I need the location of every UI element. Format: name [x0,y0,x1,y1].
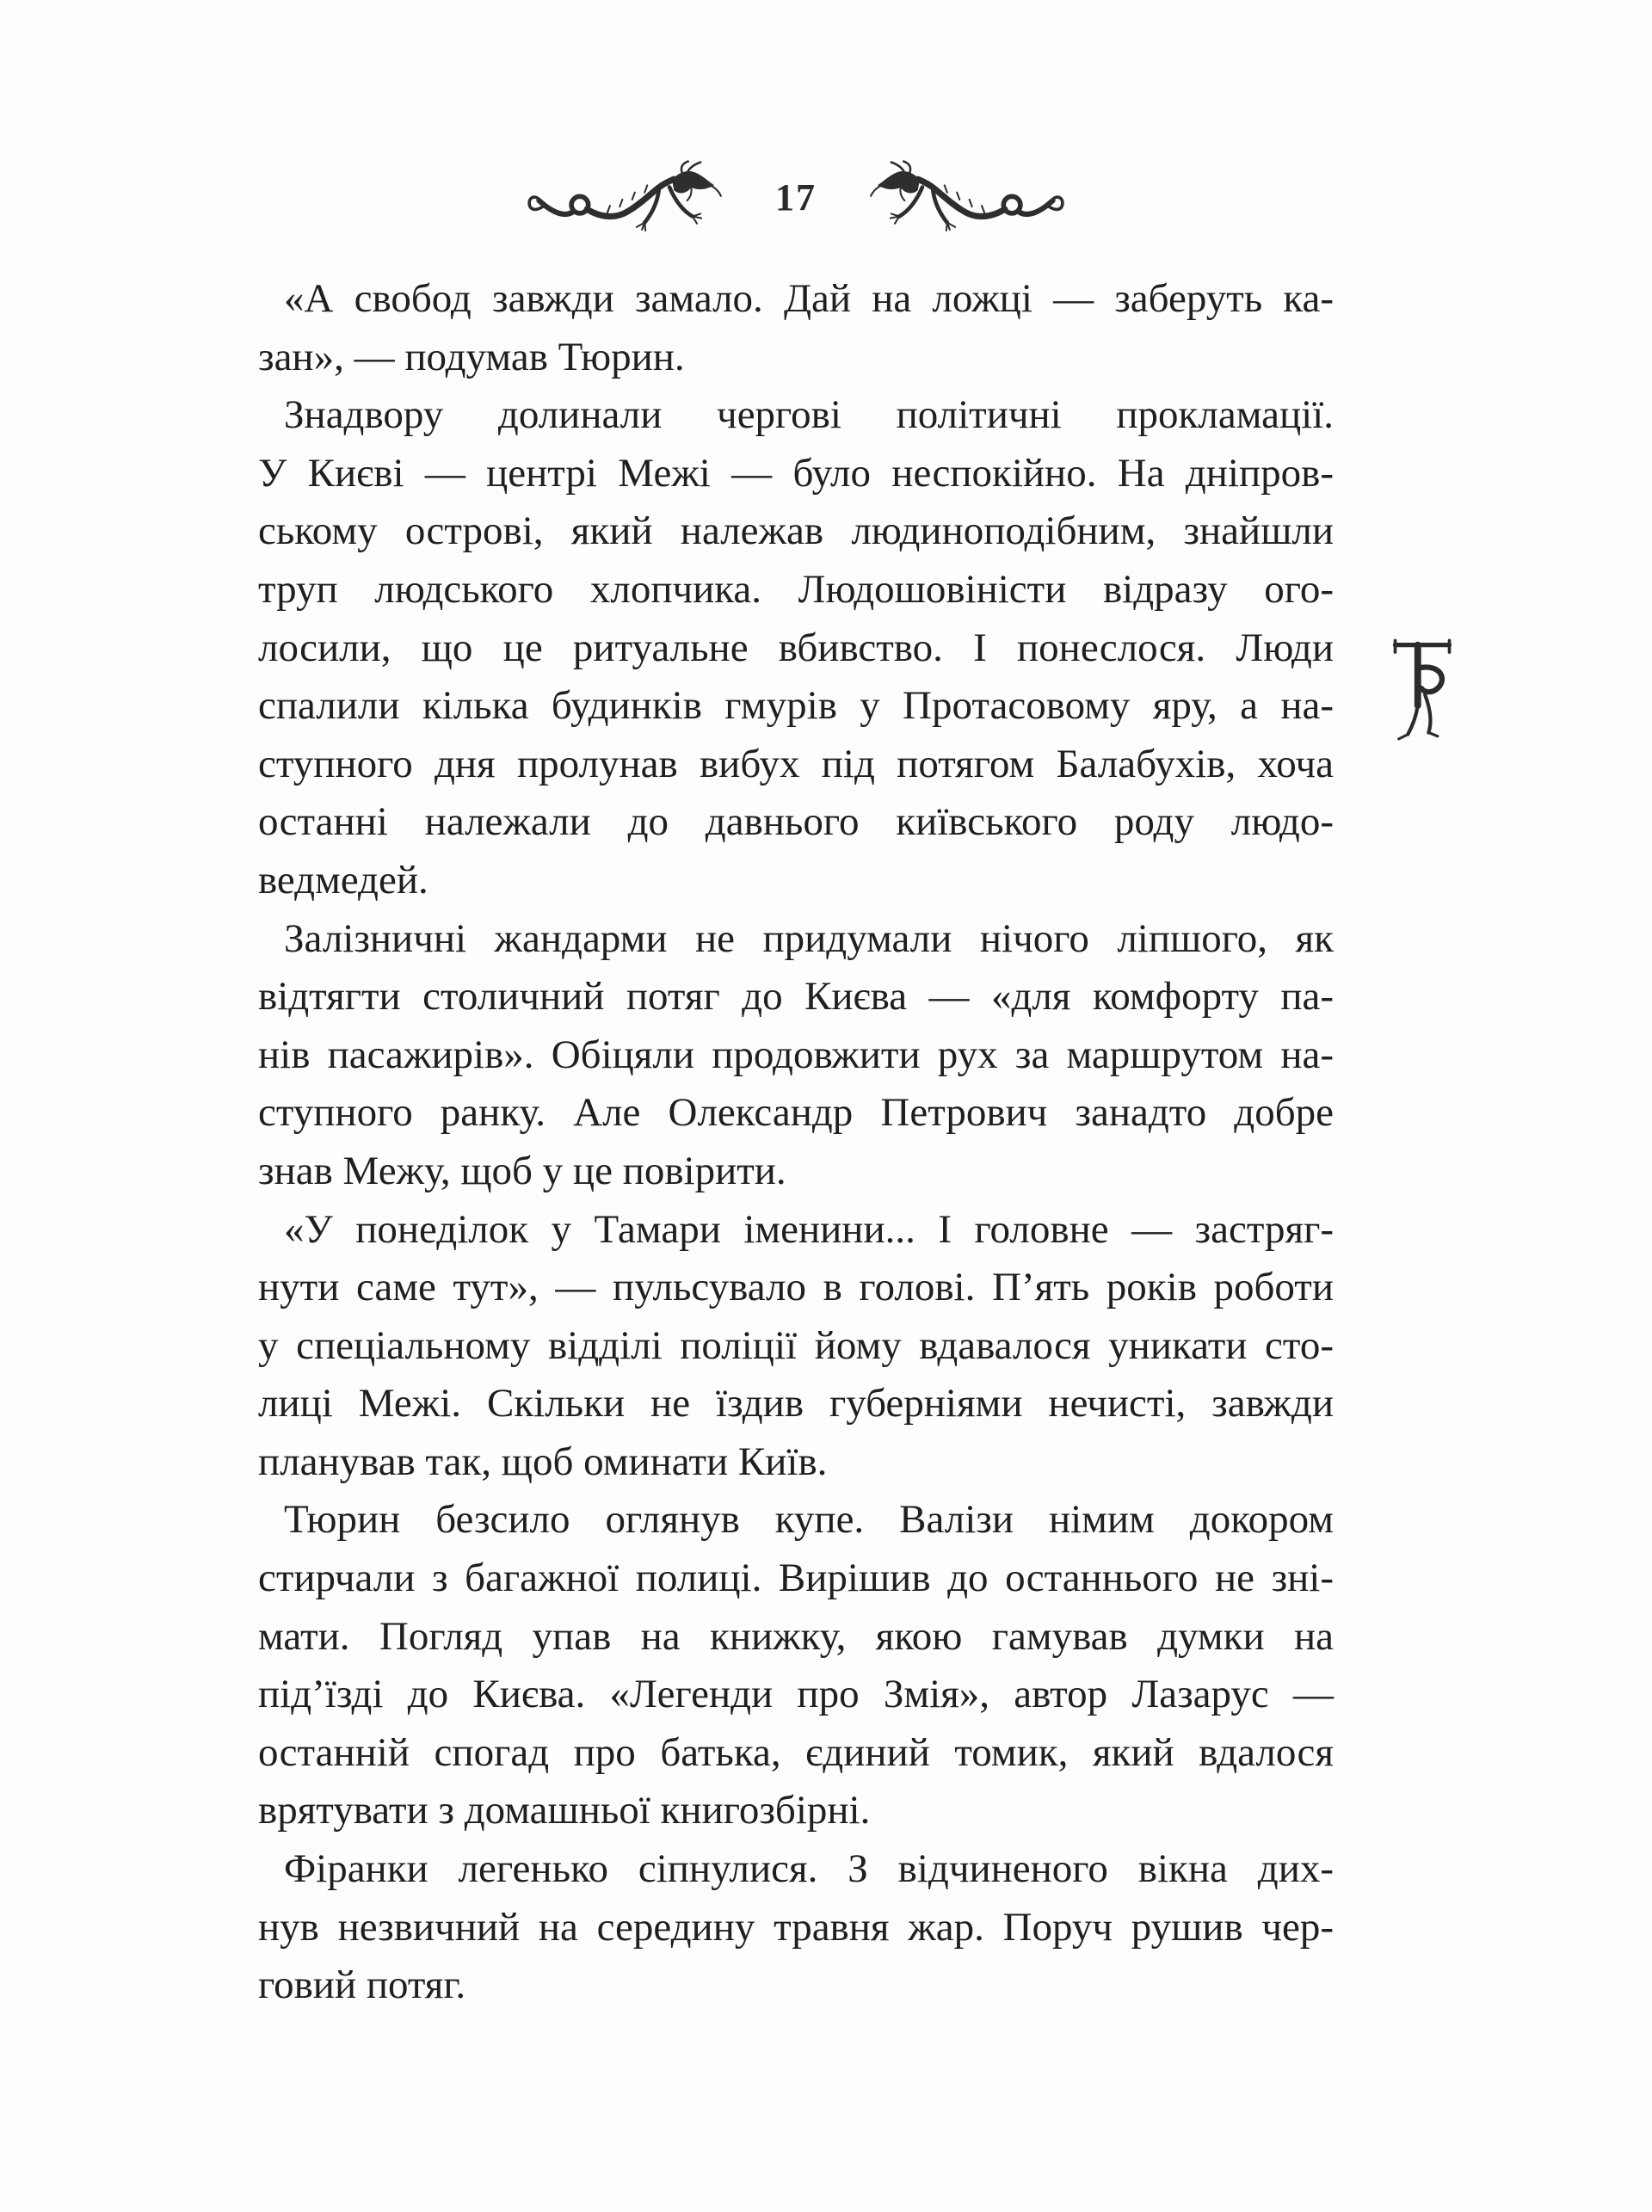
running-head [258,145,1334,258]
paragraph [258,1491,1334,1840]
text-line: у спеціальному відділі поліції йому вдавалося уникати сто- [258,1322,1334,1368]
paragraph [258,910,1334,1201]
paragraph [258,1840,1334,2015]
text-line: ступного ранку. Але Олександр Петрович занадто добре [258,1090,1334,1136]
text-line: Фіранки легенько сіпнулися. З відчиненого вікна дих- [284,1846,1334,1892]
dragon-ornament-left-icon [526,160,725,243]
text-line: ському острові, який належав людиноподібним, знайшли [258,508,1334,554]
paragraph [258,1201,1334,1492]
text-line: планував так, щоб оминати Київ. [258,1439,828,1484]
text-block [258,270,1334,2015]
text-line: Залізничні жандарми не придумали нічого ліпшого, як [284,915,1334,961]
text-line: стирчали з багажної полиці. Вирішив до останнього не зні- [258,1556,1334,1601]
text-line: мати. Погляд упав на книжку, якою гамував думки на [258,1613,1334,1659]
page-number: 17 [775,176,817,219]
text-line: У Києві — центрі Межі — було неспокійно. На дніпров- [258,450,1334,496]
text-line: знав Межу, щоб у це повірити. [258,1148,786,1193]
text-line: врятувати з домашньої книгозбірні. [258,1788,871,1833]
text-line: Знадвору долинали чергові політичні прокламації. [284,392,1334,438]
text-line: «У понеділок у Тамари іменини... І головне — застряг- [284,1206,1334,1252]
text-line: спалили кілька будинків гмурів у Протасовому яру, а на- [258,683,1334,729]
text-line: останні належали до давнього київського роду людо- [258,799,1334,845]
text-line: останній спогад про батька, єдиний томик, який вдалося [258,1729,1334,1775]
text-line: нув незвичний на середину травня жар. Поруч рушив чер- [258,1904,1334,1950]
text-line: зан», — подумав Тюрин. [258,334,685,379]
text-line: труп людського хлопчика. Людошовіністи відразу ого- [258,566,1334,612]
text-line: нів пасажирів». Обіцяли продовжити рух за маршрутом на- [258,1032,1334,1077]
text-line: ступного дня пролунав вибух під потягом Балабухів, хоча [258,741,1334,786]
text-line: під’їзді до Києва. «Легенди про Змія», автор Лазарус — [258,1672,1334,1717]
dragon-ornament-right-icon [866,160,1066,243]
text-line: лосили, що це ритуальне вбивство. І понеслося. Люди [258,625,1334,670]
text-line: ведмедей. [258,857,428,903]
text-line: Тюрин безсило оглянув купе. Валізи німим докором [284,1497,1334,1543]
text-line: нути саме тут», — пульсувало в голові. П’ять років роботи [258,1265,1334,1310]
text-line: лиці Межі. Скільки не їздив губерніями нечисті, завжди [258,1381,1334,1426]
text-line: «А свобод завжди замало. Дай на ложці — заберуть ка- [284,276,1334,321]
text-line: відтягти столичний потяг до Києва — «для комфорту па- [258,974,1334,1020]
paragraph [258,386,1334,909]
text-line: говий потяг. [258,1962,466,2008]
paragraph [258,270,1334,386]
tb-monogram-icon [1390,633,1454,742]
